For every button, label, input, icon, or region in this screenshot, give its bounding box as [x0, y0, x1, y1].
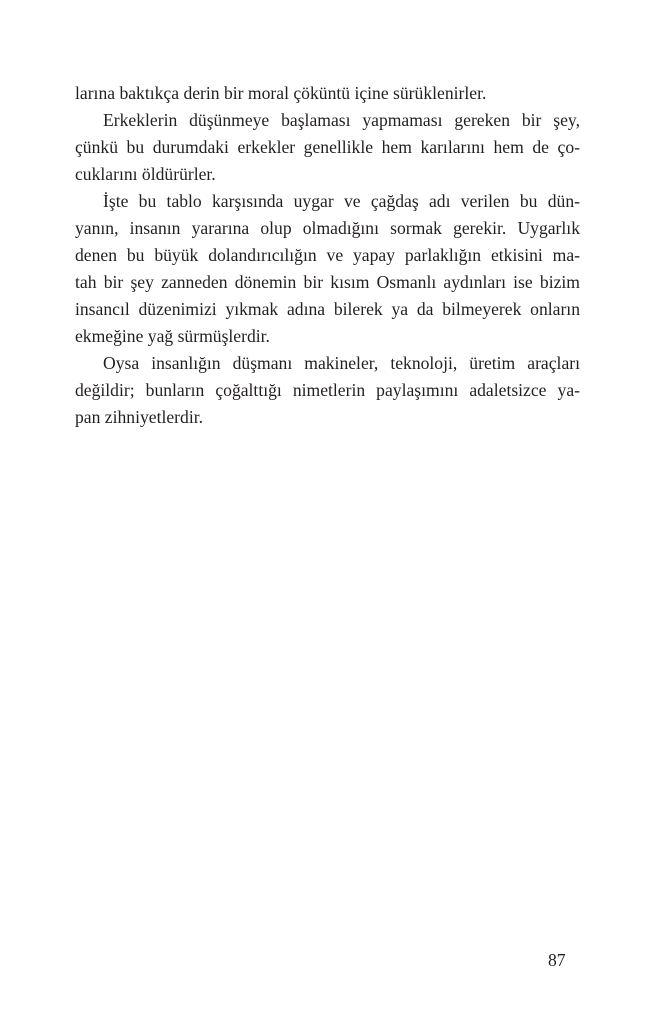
text-line: yanın, insanın yararına olup olmadığını sormak gerekir. Uygarlık	[75, 218, 580, 238]
text-line: cuklarını öldürürler.	[75, 164, 216, 184]
text-line: çünkü bu durumdaki erkekler genellikle hem karılarını hem de ço-	[75, 137, 580, 157]
text-line: değildir; bunların çoğalttığı nimetlerin paylaşımını adaletsizce ya-	[75, 380, 580, 400]
paragraph	[75, 107, 580, 188]
paragraph	[75, 350, 580, 431]
text-line: denen bu büyük dolandırıcılığın ve yapay parlaklığın etkisini ma-	[75, 245, 580, 265]
text-line: larına baktıkça derin bir moral çöküntü içine sürüklenirler.	[75, 83, 487, 103]
text-line: ekmeğine yağ sürmüşlerdir.	[75, 326, 270, 346]
text-line: Oysa insanlığın düşmanı makineler, teknoloji, üretim araçları	[103, 353, 580, 373]
text-line: tah bir şey zanneden dönemin bir kısım Osmanlı aydınları ise bizim	[75, 272, 580, 292]
page-body	[75, 80, 580, 431]
text-line: insancıl düzenimizi yıkmak adına bilerek ya da bilmeyerek onların	[75, 299, 580, 319]
text-line: Erkeklerin düşünmeye başlaması yapmaması gereken bir şey,	[103, 110, 580, 130]
text-line: İşte bu tablo karşısında uygar ve çağdaş adı verilen bu dün-	[103, 191, 580, 211]
page-number: 87	[548, 950, 566, 970]
paragraph	[75, 188, 580, 350]
paragraph	[75, 80, 580, 107]
text-line: pan zihniyetlerdir.	[75, 407, 204, 427]
